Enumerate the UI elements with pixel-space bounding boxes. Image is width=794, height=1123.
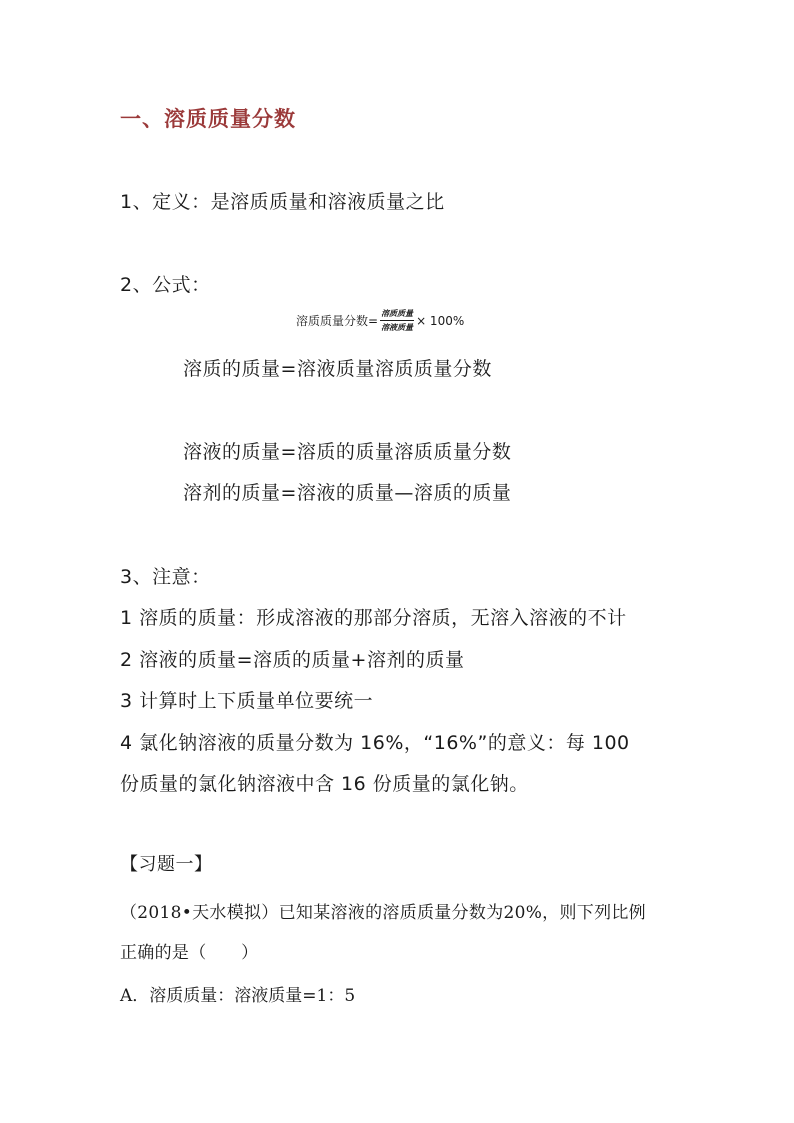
note-item-5: 份质量的氯化钠溶液中含 16 份质量的氯化钠。 — [120, 773, 529, 795]
exercise-question-line-1: （2018•天水模拟）已知某溶液的溶质质量分数为20%，则下列比例 — [120, 903, 646, 923]
note-item-4: 4 氯化钠溶液的质量分数为 16%，“16%”的意义：每 100 — [120, 732, 630, 754]
formula-fraction — [380, 308, 414, 333]
formula-lhs: 溶质质量分数= — [296, 314, 379, 328]
notes-label: 3、注意： — [120, 566, 211, 588]
formula-rhs: × 100% — [416, 313, 465, 328]
exercise-label: 【习题一】 — [120, 854, 213, 875]
derived-formula-1: 溶质的质量=溶液质量溶质质量分数 — [183, 358, 492, 380]
section-title: 一、溶质质量分数 — [120, 107, 296, 131]
exercise-question-line-2: 正确的是（ ） — [120, 943, 259, 963]
formula-denominator: 溶液质量 — [381, 323, 414, 332]
note-item-2: 2 溶液的质量=溶质的质量+溶剂的质量 — [120, 649, 465, 671]
derived-formula-2: 溶液的质量=溶质的质量溶质质量分数 — [183, 441, 512, 463]
formula-block — [296, 308, 464, 333]
formula-numerator: 溶质质量 — [380, 308, 414, 321]
formula-label: 2、公式： — [120, 274, 211, 296]
definition-line: 1、定义：是溶质质量和溶液质量之比 — [120, 191, 445, 213]
derived-formula-3: 溶剂的质量=溶液的质量—溶质的质量 — [183, 482, 512, 504]
note-item-1: 1 溶质的质量：形成溶液的那部分溶质，无溶入溶液的不计 — [120, 607, 627, 629]
exercise-option-a: A．溶质质量：溶液质量=1：5 — [120, 986, 356, 1006]
note-item-3: 3 计算时上下质量单位要统一 — [120, 690, 374, 712]
